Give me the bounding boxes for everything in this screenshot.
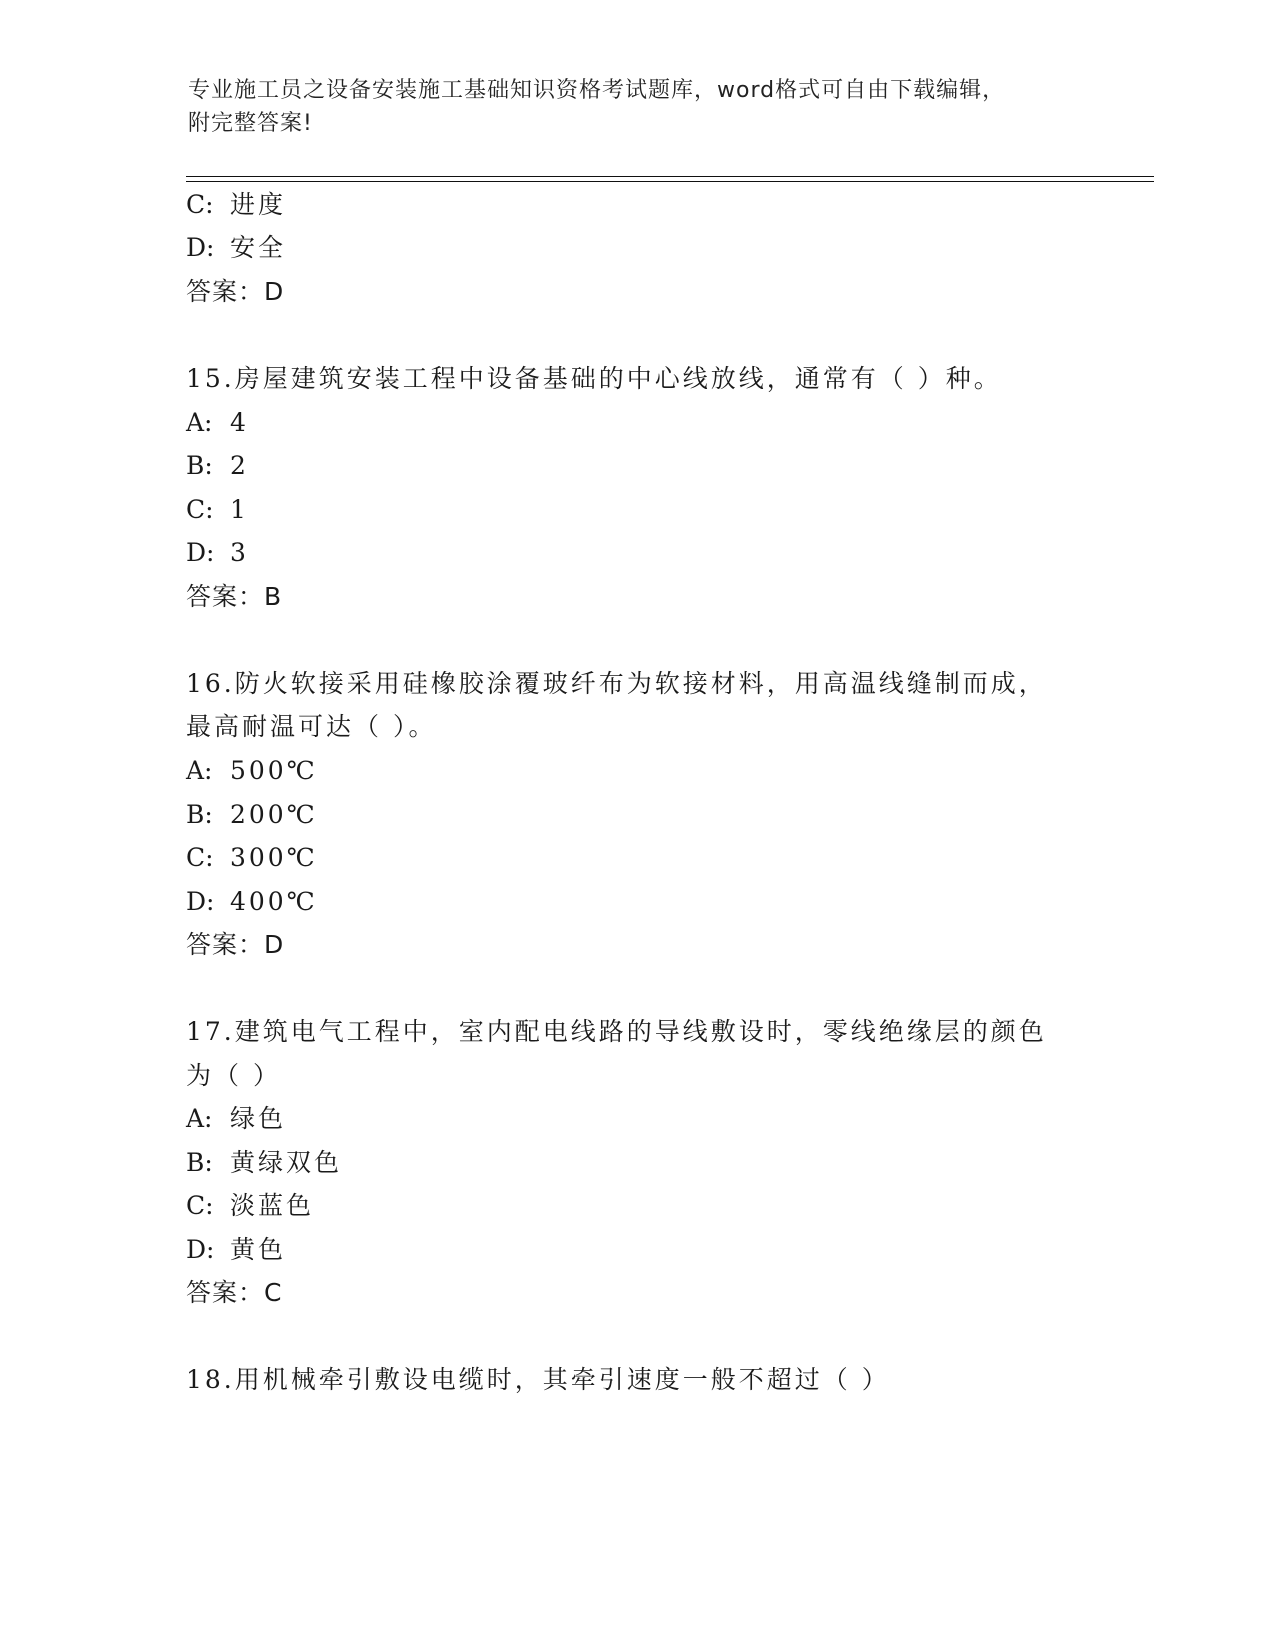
- answer-line: 答案：B: [186, 582, 283, 611]
- option-text: 绿色: [230, 1104, 287, 1133]
- option-label: C:: [186, 843, 214, 872]
- option-text: 3: [230, 538, 249, 567]
- option-d: [186, 231, 286, 265]
- option-label: C:: [186, 495, 214, 524]
- option-b: [186, 1146, 342, 1180]
- header-rule-top: [186, 176, 1154, 177]
- option-c: [186, 841, 318, 875]
- option-a: [186, 1102, 286, 1136]
- option-label: C:: [186, 1191, 214, 1220]
- option-text: 500℃: [230, 756, 318, 785]
- question-16-stem-line-2: 最高耐温可达（ ）。: [186, 712, 437, 741]
- option-label: A:: [186, 756, 213, 785]
- document-header: [188, 74, 1068, 140]
- option-label: B:: [186, 1148, 213, 1177]
- option-d: [186, 536, 249, 570]
- header-line-2: 附完整答案!: [188, 111, 313, 136]
- option-d: [186, 1233, 286, 1267]
- option-label: B:: [186, 451, 213, 480]
- option-text: 300℃: [230, 843, 318, 872]
- option-label: A:: [186, 408, 213, 437]
- option-text: 黄色: [230, 1235, 287, 1264]
- option-text: 400℃: [230, 887, 318, 916]
- answer-line: 答案：C: [186, 1278, 283, 1307]
- question-17-stem-line-1: 17.建筑电气工程中，室内配电线路的导线敷设时，零线绝缘层的颜色: [186, 1017, 1047, 1046]
- answer-line: 答案：D: [186, 277, 285, 306]
- option-d: [186, 885, 318, 919]
- option-label: D:: [186, 1235, 215, 1264]
- answer-line: 答案：D: [186, 930, 285, 959]
- question-17-stem-line-2: 为（ ）: [186, 1061, 281, 1090]
- option-label: C:: [186, 190, 214, 219]
- option-text: 淡蓝色: [230, 1191, 315, 1220]
- option-text: 200℃: [230, 800, 318, 829]
- option-text: 安全: [230, 233, 287, 262]
- option-b: [186, 449, 249, 483]
- option-c: [186, 493, 249, 527]
- option-text: 进度: [230, 190, 287, 219]
- option-label: D:: [186, 538, 215, 567]
- option-label: D:: [186, 233, 215, 262]
- question-18-stem: 18.用机械牵引敷设电缆时，其牵引速度一般不超过（ ）: [186, 1365, 890, 1394]
- question-16-stem-line-1: 16.防火软接采用硅橡胶涂覆玻纤布为软接材料，用高温线缝制而成，: [186, 669, 1047, 698]
- header-rule-bottom: [186, 181, 1154, 182]
- header-line-1: 专业施工员之设备安装施工基础知识资格考试题库，word格式可自由下载编辑，: [188, 78, 1006, 103]
- option-text: 4: [230, 408, 249, 437]
- option-label: D:: [186, 887, 215, 916]
- option-label: A:: [186, 1104, 213, 1133]
- option-c: [186, 1189, 314, 1223]
- option-text: 1: [230, 495, 249, 524]
- question-15-stem: 15.房屋建筑安装工程中设备基础的中心线放线，通常有（ ）种。: [186, 364, 1002, 393]
- option-text: 黄绿双色: [230, 1148, 343, 1177]
- option-a: [186, 406, 249, 440]
- option-text: 2: [230, 451, 249, 480]
- option-a: [186, 754, 318, 788]
- option-b: [186, 798, 318, 832]
- option-label: B:: [186, 800, 213, 829]
- option-c: [186, 188, 286, 222]
